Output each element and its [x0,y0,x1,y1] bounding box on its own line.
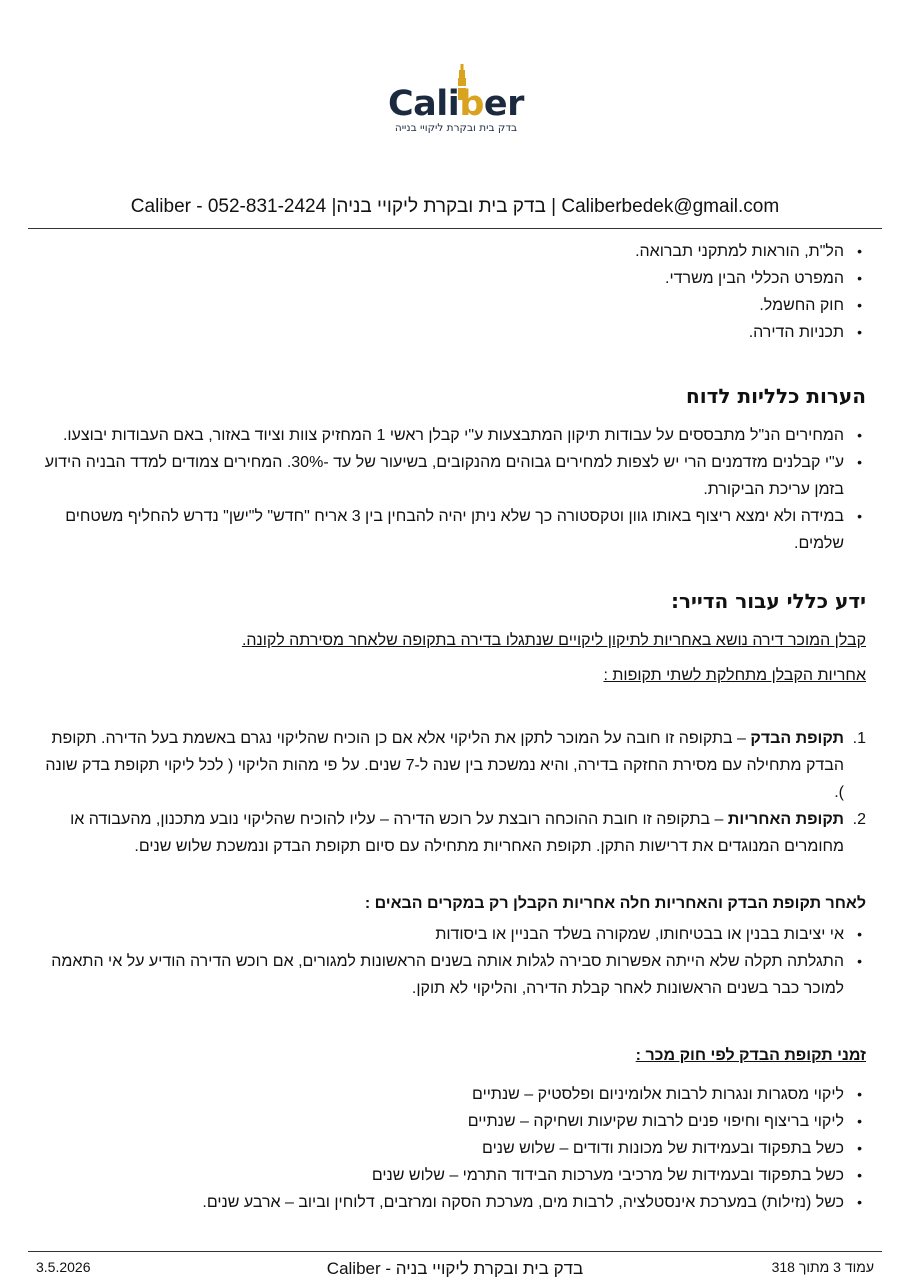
logo-tagline: בדק בית ובקרת ליקויי בנייה [394,122,518,134]
page-number: עמוד 3 מתוך 318 [771,1259,874,1275]
list-item: • אי יציבות בבנין או בבטיחותו, שמקורה בשלד הבניין או ביסודות [40,921,844,948]
list-item: • ליקוי בריצוף וחיפוי פנים לרבות שקיעות ושחיקה – שנתיים [40,1108,844,1135]
standards-list [40,238,866,346]
after-warranty-list [40,921,866,1002]
list-item: • כשל (נזילות) במערכת אינסטלציה, לרבות מים, מערכת הסקה ומרזבים, דלוחין וביוב – ארבע שנים. [40,1189,844,1216]
liability-periods-line: אחריות הקבלן מתחלקת לשתי תקופות : [603,667,866,684]
list-item: 1. תקופת הבדק – בתקופה זו חובה על המוכר לתקן את הליקוי אלא אם כן הוכיח שהליקוי נגרם באשמת בעל הדירה. תקופת הבדק מתחילה עם מסירת החזקה בדירה, והיא נמשכת בין שנה ל-7 שנים. על פי מהות הליקוי ( לכל ליקוי תקופת בדק שונה ). [45,730,866,801]
footer-title: בדק בית ובקרת ליקויי בניה - Caliber [326,1259,584,1278]
header-divider [28,228,882,229]
list-item: 2. תקופת האחריות – בתקופה זו חובת ההוכחה רובצת על רוכש הדירה – עליו להוכיח שהליקוי נובע מתכנון, מהעבודה או מחומרים המנוגדים את דרישות התקן. תקופת האחריות מתחילה עם סיום תקופת הבדק ונמשכת שלוש שנים. [70,811,866,855]
list-item: • התגלתה תקלה שלא הייתה אפשרות סבירה לגלות אותה בשנים הראשונות למגורים, אם רוכש הדירה הודיע על אי התאמה למוכר כבר בשנים הראשונות לאחר קבלת הדירה, והליקוי לא תוקן. [40,948,844,1002]
caliber-logo [386,64,526,140]
contractor-liability-line: קבלן המוכר דירה נושא באחריות לתיקון ליקויים שנתגלו בדירה בתקופה שלאחר מסירתה לקונה. [241,632,866,649]
list-item: • המפרט הכללי הבין משרדי. [40,265,844,292]
logo-wordmark: Caliber [388,84,524,124]
tenant-heading: ידע כללי עבור הדייר: [670,589,866,613]
list-item: • חוק החשמל. [40,292,844,319]
list-item: • הל"ת, הוראות למתקני תברואה. [40,238,844,265]
list-item: • ליקוי מסגרות ונגרות לרבות אלומיניום ופלסטיק – שנתיים [40,1081,844,1108]
inspection-times-heading: זמני תקופת הבדק לפי חוק מכר : [635,1047,866,1064]
list-item: • המחירים הנ"ל מתבססים על עבודות תיקון המתבצעות ע"י קבלן ראשי 1 המחזיק צוות וציוד באזור, באם העבודות יבוצעו. [40,422,844,449]
page-header: Caliber - בדק בית ובקרת ליקויי בניה| 052-831-2424 | Caliberbedek@gmail.com [130,196,780,217]
list-item: • ע"י קבלנים מזדמנים הרי יש לצפות למחירים גבוהים מהנקובים, בשיעור של עד -30%. המחירים צמודים למדד הבניה הידוע בזמן עריכת הביקורת. [40,449,844,503]
document-body [40,238,866,1216]
footer-date: 3.5.2026 [36,1259,91,1275]
list-item: • כשל בתפקוד ובעמידות של מכונות ודודים – שלוש שנים [40,1135,844,1162]
inspection-times-list [40,1081,866,1216]
after-warranty-heading: לאחר תקופת הבדק והאחריות חלה אחריות הקבלן רק במקרים הבאים : [364,895,866,912]
period-title: תקופת הבדק [750,730,844,747]
notes-list [40,422,866,557]
notes-heading: הערות כלליות לדוח [686,384,866,408]
periods-list [40,725,866,860]
list-item: • במידה ולא ימצא ריצוף באותו גוון וטקסטורה כך שלא ניתן יהיה להבחין בין 3 אריח "חדש" ל"ישן" נדרש להחליף משטחים שלמים. [40,503,844,557]
list-item: • תכניות הדירה. [40,319,844,346]
period-title: תקופת האחריות [727,811,844,828]
list-item: • כשל בתפקוד ובעמידות של מרכיבי מערכות הבידוד התרמי – שלוש שנים [40,1162,844,1189]
footer-divider [28,1251,882,1252]
